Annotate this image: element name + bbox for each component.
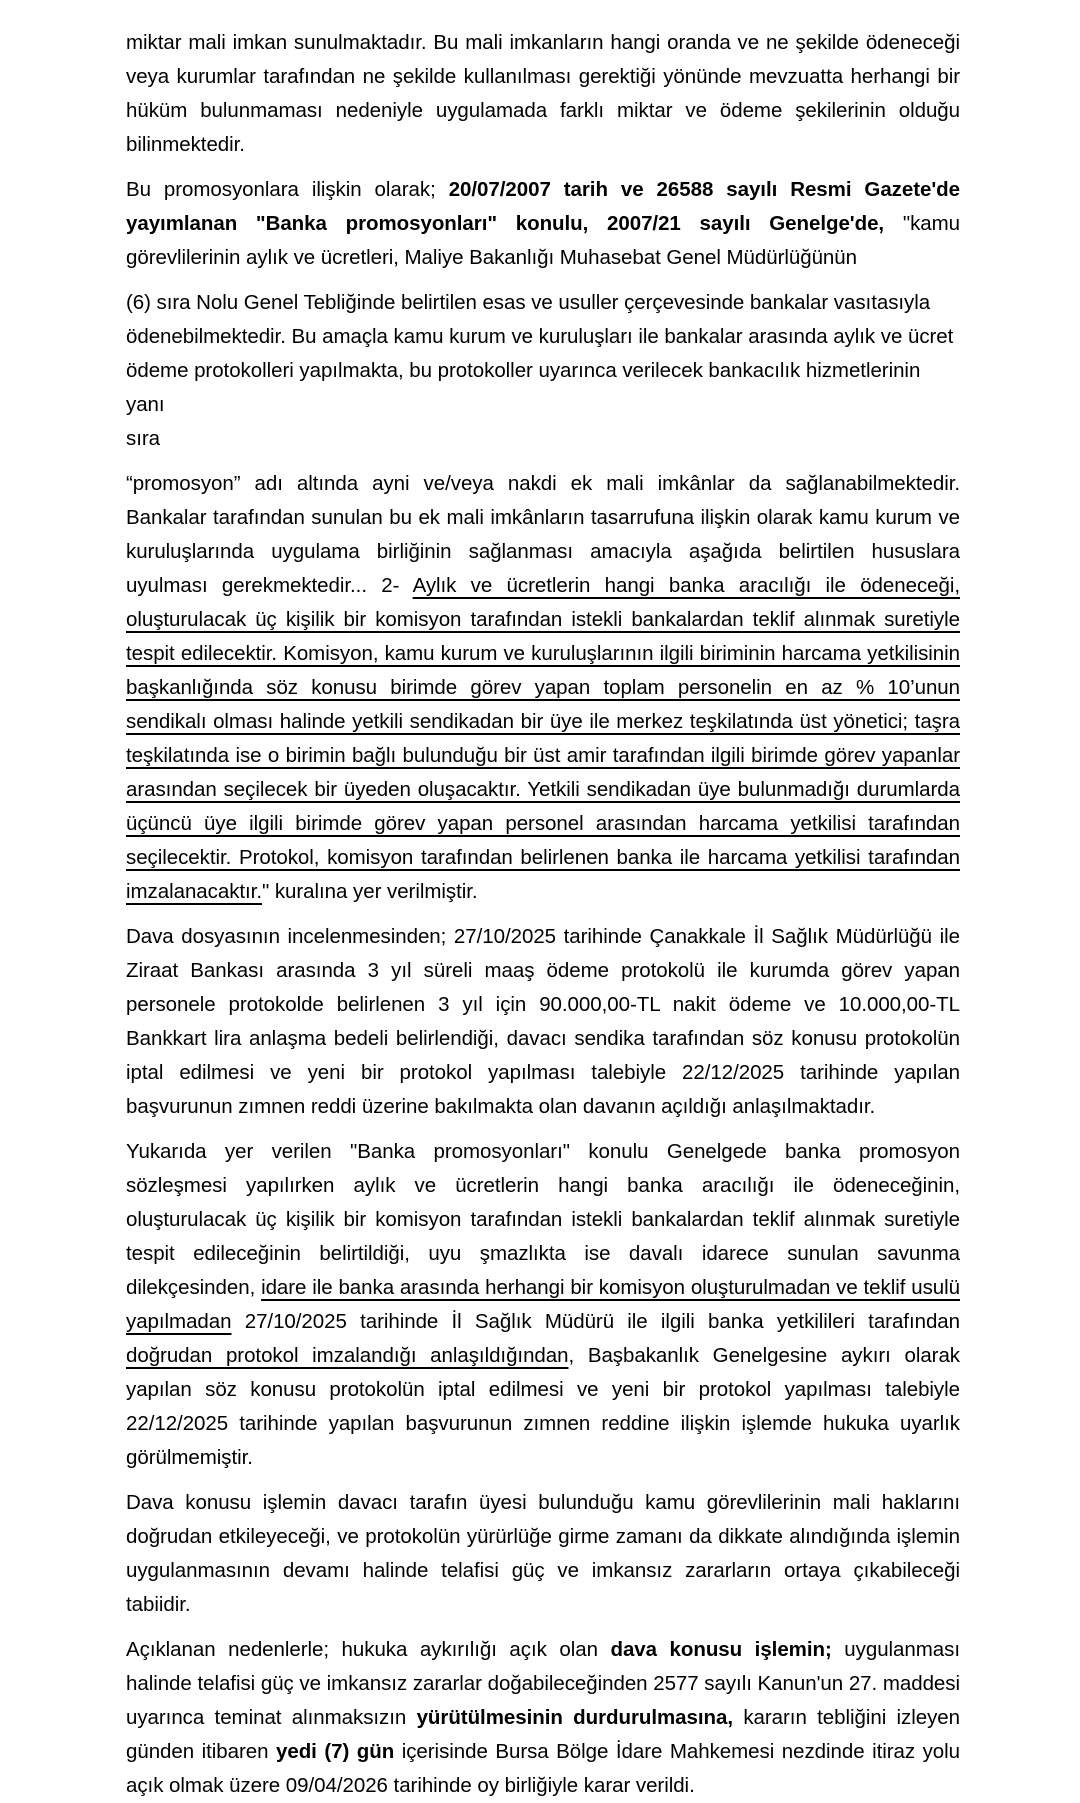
paragraph-8-segment-4: içerisinde Bursa Bölge İdare Mahkemesi nezdinde itiraz yolu açık olmak üzere 09/04/2026 tarihinde oy birliğiyle karar verildi. — [126, 1740, 961, 1797]
paragraph-6-assessment — [126, 1135, 960, 1475]
paragraph-8-bold-3: yedi (7) gün — [276, 1740, 395, 1763]
paragraph-6-segment-3: , Başbakanlık Genelgesine aykırı olarak yapılan söz konusu protokolün iptal edilmesi ve yeni bir protokol yapılması talebiyle 22/12/2025 tarihinde yapılan başvurunun zımnen reddine ilişkin işlemde hukuka uyarlık görülmemiştir. — [126, 1344, 960, 1469]
paragraph-8-segment-3: kararın tebliğini izleyen günden itibaren — [126, 1706, 960, 1763]
paragraph-7-irreparable-harm: Dava konusu işlemin davacı tarafın üyesi bulunduğu kamu görevlilerinin mali haklarını doğrudan etkileyeceği, ve protokolün yürürlüğe girme zamanı da dikkate alındığında işlemin uygulanmasının devamı halinde telafisi güç ve imkansız zararların ortaya çıkabileceği tabiidir. — [126, 1491, 960, 1616]
paragraph-3-line-4: sıra — [126, 427, 160, 450]
paragraph-8-bold-1: dava konusu işlemin; — [610, 1638, 832, 1661]
paragraph-8-bold-2: yürütülmesinin durdurulmasına, — [416, 1706, 734, 1729]
paragraph-2 — [126, 173, 960, 275]
paragraph-8-ruling — [126, 1633, 960, 1803]
paragraph-3-line-3: ödeme protokolleri yapılmakta, bu protokoller uyarınca verilecek bankacılık hizmetlerinin yanı — [126, 359, 921, 416]
paragraph-5-case-file: Dava dosyasının incelenmesinden; 27/10/2025 tarihinde Çanakkale İl Sağlık Müdürlüğü ile Ziraat Bankası arasında 3 yıl süreli maaş ödeme protokolü ile kurumda görev yapan personele protokolde belirlenen 3 yıl için 90.000,00-TL nakit ödeme ve 10.000,00-TL Bankkart lira anlaşma bedeli belirlendiği, davacı sendika tarafından söz konusu protokolün iptal edilmesi ve yeni bir protokol yapılması talebiyle 22/12/2025 tarihinde yapılan başvurunun zımnen reddi üzerine bakılmakta olan davanın açıldığı anlaşılmaktadır. — [126, 925, 960, 1118]
paragraph-2-bold-citation: 20/07/2007 tarih ve 26588 sayılı Resmi Gazete'de yayımlanan "Banka promosyonları" konulu, 2007/21 sayılı Genelge'de, — [126, 178, 960, 235]
paragraph-2-lead: Bu promosyonlara ilişkin olarak; — [126, 178, 436, 201]
paragraph-4-underlined-rule: Aylık ve ücretlerin hangi banka aracılığı ile ödeneceği, oluşturulacak üç kişilik bir komisyon tarafından istekli bankalardan teklif alınmak suretiyle tespit edilecektir. Komisyon, kamu kurum ve kuruluşlarının ilgili biriminin harcama yetkilisinin başkanlığında söz konusu birimde görev yapan toplam personelin en az % 10’unun sendikalı olması halinde yetkili sendikadan bir üye ile merkez teşkilatında üst yönetici; taşra teşkilatında ise o birimin bağlı bulunduğu bir üst amir tarafından ilgili birimde görev yapanlar arasından seçilecek bir üyeden oluşacaktır. Yetkili sendikadan üye bulunmadığı durumlarda üçüncü üye ilgili birimde görev yapan personel arasından harcama yetkilisi tarafından seçilecektir. Protokol, komisyon tarafından belirlenen banka ile harcama yetkilisi tarafından imzalanacaktır. — [126, 574, 960, 903]
paragraph-1: miktar mali imkan sunulmaktadır. Bu mali imkanların hangi oranda ve ne şekilde ödeneceği veya kurumlar tarafından ne şekilde kullanılması gerektiği yönünde mevzuatta herhangi bir hüküm bulunmaması nedeniyle uygulamada farklı miktar ve ödeme şekilerinin olduğu bilinmektedir. — [126, 31, 960, 156]
paragraph-3-line-1: (6) sıra Nolu Genel Tebliğinde belirtilen esas ve usuller çerçevesinde bankalar vasıtasıyla — [126, 291, 931, 314]
paragraph-4 — [126, 467, 960, 909]
paragraph-3-line-2: ödenebilmektedir. Bu amaçla kamu kurum ve kuruluşları ile bankalar arasında aylık ve ücret — [126, 325, 954, 348]
document-body — [126, 26, 960, 1803]
paragraph-4-tail: " kuralına yer verilmiştir. — [261, 880, 478, 903]
paragraph-4-intro: “promosyon” adı altında ayni ve/veya nakdi ek mali imkânlar da sağlanabilmektedir. Bankalar tarafından sunulan bu ek mali imkânların tasarrufuna ilişkin olarak kamu kurum ve kuruluşlarında uygulama birliğinin sağlanması amacıyla aşağıda belirtilen hususlara uyulması gerekmektedir... 2- — [126, 472, 960, 597]
paragraph-8-segment-2: uygulanması halinde telafisi güç ve imkansız zararlar doğabileceğinden 2577 sayılı Kanun'un 27. maddesi uyarınca teminat alınmaksızın — [126, 1638, 960, 1729]
paragraph-8-segment-1: Açıklanan nedenlerle; hukuka aykırılığı açık olan — [126, 1638, 611, 1661]
paragraph-6-segment-2: 27/10/2025 tarihinde İl Sağlık Müdürü ile ilgili banka yetkilileri tarafından — [231, 1310, 960, 1333]
paragraph-2-tail: "kamu görevlilerinin aylık ve ücretleri, Maliye Bakanlığı Muhasebat Genel Müdürlüğünün — [126, 212, 960, 269]
paragraph-6-underlined-2: doğrudan protokol imzalandığı anlaşıldığından — [126, 1344, 569, 1367]
paragraph-6-segment-1: Yukarıda yer verilen "Banka promosyonları" konulu Genelgede banka promosyon sözleşmesi yapılırken aylık ve ücretlerin hangi banka aracılığı ile ödeneceğinin, oluşturulacak üç kişilik bir komisyon tarafından istekli bankalardan teklif alınmak suretiyle tespit edileceğinin belirtildiği, uyu şmazlıkta ise davalı idarece sunulan savunma dilekçesinden, — [126, 1140, 960, 1299]
paragraph-6-underlined-1: idare ile banka arasında herhangi bir komisyon oluşturulmadan ve teklif usulü yapılmadan — [126, 1276, 960, 1333]
